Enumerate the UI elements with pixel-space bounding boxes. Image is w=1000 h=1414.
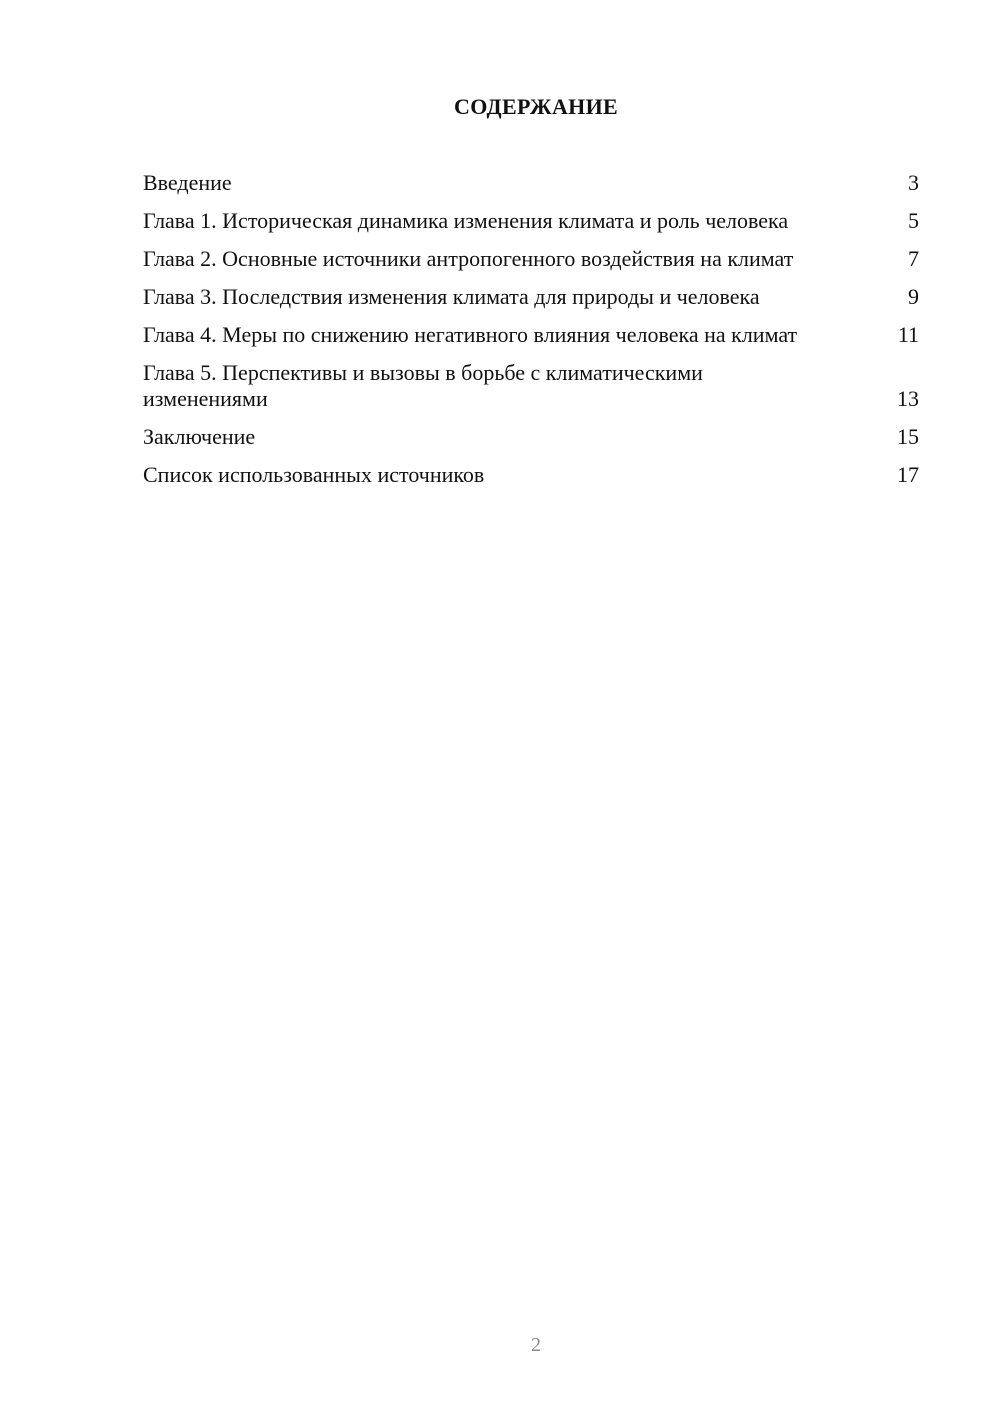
toc-entry-title: Глава 4. Меры по снижению негативного влияния человека на климат [143,322,798,347]
toc-entry-title: Заключение [143,424,256,449]
toc-entry-page: 3 [908,170,919,195]
toc-entry-title: Глава 2. Основные источники антропогенного воздействия на климат [143,246,794,271]
toc-entry-title: Глава 5. Перспективы и вызовы в борьбе с климатическими изменениями [143,360,703,411]
toc-entry-references[interactable] [143,462,919,488]
toc-entry-page: 15 [897,424,919,449]
toc-entry-chapter-5[interactable] [143,360,919,412]
toc-entry-introduction[interactable] [143,170,919,196]
toc-entry-page: 9 [908,284,919,309]
toc-entry-title: Список использованных источников [143,462,485,487]
toc-entry-page: 7 [908,246,919,271]
toc-entry-page: 11 [897,322,919,347]
toc-entry-chapter-4[interactable] [143,322,919,348]
toc-entry-title: Введение [143,170,232,195]
toc-entry-page: 17 [897,462,919,487]
page-number: 2 [531,1334,541,1356]
toc-entry-chapter-2[interactable] [143,246,919,272]
toc-entry-page: 5 [908,208,919,233]
toc-entry-page: 13 [897,386,919,411]
toc-entry-conclusion[interactable] [143,424,919,450]
table-of-contents [143,170,919,500]
toc-entry-chapter-3[interactable] [143,284,919,310]
page-title: СОДЕРЖАНИЕ [454,94,618,119]
toc-entry-title: Глава 1. Историческая динамика изменения климата и роль человека [143,208,789,233]
toc-entry-title: Глава 3. Последствия изменения климата для природы и человека [143,284,760,309]
toc-entry-chapter-1[interactable] [143,208,919,234]
